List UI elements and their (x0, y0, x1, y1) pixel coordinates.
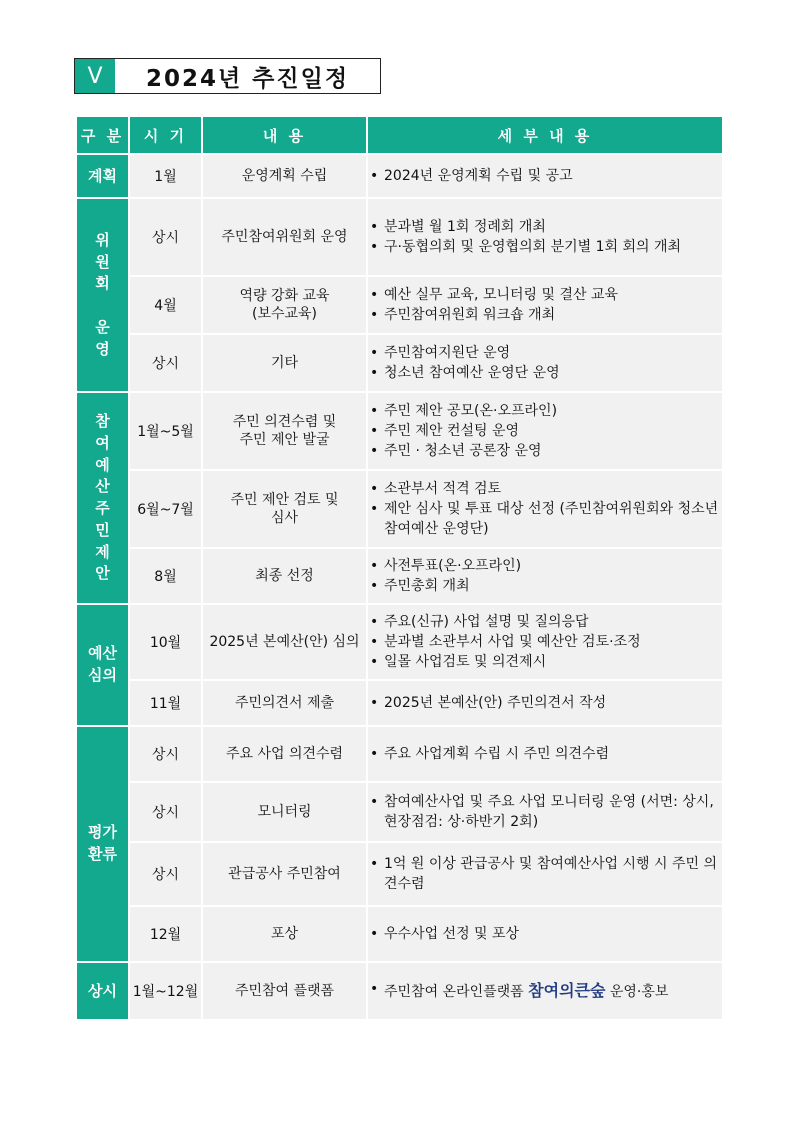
section-number: Ⅴ (75, 59, 115, 93)
period-cell: 1월~12월 (129, 962, 202, 1020)
detail-item: • 구·동협의회 및 운영협의회 분기별 1회 회의 개최 (368, 237, 722, 257)
category-cell: 위 원 회 운 영 (76, 198, 129, 392)
header-detail: 세 부 내 용 (367, 116, 723, 154)
period-cell: 6월~7월 (129, 470, 202, 548)
detail-item: • 주민참여위원회 워크숍 개최 (368, 305, 722, 325)
detail-cell (367, 470, 723, 548)
detail-item: • 청소년 참여예산 운영단 운영 (368, 363, 722, 383)
detail-item: • 분과별 소관부서 사업 및 예산안 검토·조정 (368, 632, 722, 652)
detail-item: • 주민 · 청소년 공론장 운영 (368, 441, 722, 461)
content-cell: 2025년 본예산(안) 심의 (202, 604, 367, 680)
detail-item: • 소관부서 적격 검토 (368, 479, 722, 499)
period-cell: 상시 (129, 782, 202, 842)
category-cell: 계획 (76, 154, 129, 198)
detail-item: • 일몰 사업검토 및 의견제시 (368, 652, 722, 672)
detail-item: • 주민총회 개최 (368, 576, 722, 596)
detail-item: • 2024년 운영계획 수립 및 공고 (368, 166, 722, 186)
section-title (74, 58, 381, 94)
section-title-text: 2024년 추진일정 (145, 65, 350, 92)
period-cell: 상시 (129, 334, 202, 392)
detail-item: • 주민참여 온라인플랫폼 참여의큰숲 운영·홍보 (368, 979, 722, 1002)
content-cell: 주민참여위원회 운영 (202, 198, 367, 276)
content-cell: 포상 (202, 906, 367, 962)
table-row (76, 334, 723, 392)
period-cell: 12월 (129, 906, 202, 962)
category-cell: 평가 환류 (76, 726, 129, 962)
content-cell: 주민 의견수렴 및 주민 제안 발굴 (202, 392, 367, 470)
content-cell: 기타 (202, 334, 367, 392)
detail-cell (367, 842, 723, 906)
period-cell: 4월 (129, 276, 202, 334)
content-cell: 주민참여 플랫폼 (202, 962, 367, 1020)
table-row (76, 842, 723, 906)
detail-item: • 예산 실무 교육, 모니터링 및 결산 교육 (368, 285, 722, 305)
detail-cell (367, 782, 723, 842)
period-cell: 11월 (129, 680, 202, 726)
detail-item: • 참여예산사업 및 주요 사업 모니터링 운영 (서면: 상시, 현장점검: 상·하반기 2회) (368, 792, 722, 833)
detail-cell (367, 726, 723, 782)
header-period: 시 기 (129, 116, 202, 154)
content-cell: 최종 선정 (202, 548, 367, 604)
content-cell: 주민의견서 제출 (202, 680, 367, 726)
detail-cell (367, 198, 723, 276)
detail-cell (367, 604, 723, 680)
table-row (76, 962, 723, 1020)
period-cell: 10월 (129, 604, 202, 680)
detail-cell (367, 548, 723, 604)
detail-cell (367, 154, 723, 198)
table-row (76, 680, 723, 726)
table-row (76, 154, 723, 198)
detail-item: • 주민 제안 컨설팅 운영 (368, 421, 722, 441)
period-cell: 상시 (129, 198, 202, 276)
detail-cell (367, 334, 723, 392)
table-row (76, 726, 723, 782)
schedule-table (75, 115, 724, 1021)
content-cell: 주요 사업 의견수렴 (202, 726, 367, 782)
table-header-row (76, 116, 723, 154)
content-cell: 관급공사 주민참여 (202, 842, 367, 906)
detail-item: • 2025년 본예산(안) 주민의견서 작성 (368, 693, 722, 713)
header-content: 내 용 (202, 116, 367, 154)
table-row (76, 276, 723, 334)
detail-cell (367, 906, 723, 962)
table-row (76, 604, 723, 680)
detail-item: • 분과별 월 1회 정례회 개최 (368, 217, 722, 237)
detail-cell (367, 680, 723, 726)
detail-item: • 제안 심사 및 투표 대상 선정 (주민참여위원회와 청소년 참여예산 운영단) (368, 499, 722, 540)
table-row (76, 198, 723, 276)
detail-item: • 주민 제안 공모(온·오프라인) (368, 401, 722, 421)
detail-item: • 주요 사업계획 수립 시 주민 의견수렴 (368, 744, 722, 764)
detail-item: • 1억 원 이상 관급공사 및 참여예산사업 시행 시 주민 의견수렴 (368, 854, 722, 895)
platform-brand-logo: 참여의큰숲 (528, 981, 606, 1001)
content-cell: 역량 강화 교육 (보수교육) (202, 276, 367, 334)
detail-item: • 주민참여지원단 운영 (368, 343, 722, 363)
detail-item: • 우수사업 선정 및 포상 (368, 924, 722, 944)
detail-cell (367, 962, 723, 1020)
detail-cell (367, 276, 723, 334)
period-cell: 상시 (129, 842, 202, 906)
table-row (76, 470, 723, 548)
header-category: 구 분 (76, 116, 129, 154)
content-cell: 주민 제안 검토 및 심사 (202, 470, 367, 548)
category-cell: 참 여 예 산 주 민 제 안 (76, 392, 129, 604)
detail-item: • 주요(신규) 사업 설명 및 질의응답 (368, 612, 722, 632)
category-cell: 상시 (76, 962, 129, 1020)
detail-item: • 사전투표(온·오프라인) (368, 556, 722, 576)
detail-cell (367, 392, 723, 470)
period-cell: 상시 (129, 726, 202, 782)
content-cell: 모니터링 (202, 782, 367, 842)
content-cell: 운영계획 수립 (202, 154, 367, 198)
period-cell: 1월 (129, 154, 202, 198)
table-row (76, 392, 723, 470)
table-row (76, 782, 723, 842)
period-cell: 1월~5월 (129, 392, 202, 470)
period-cell: 8월 (129, 548, 202, 604)
table-row (76, 548, 723, 604)
table-row (76, 906, 723, 962)
category-cell: 예산 심의 (76, 604, 129, 726)
